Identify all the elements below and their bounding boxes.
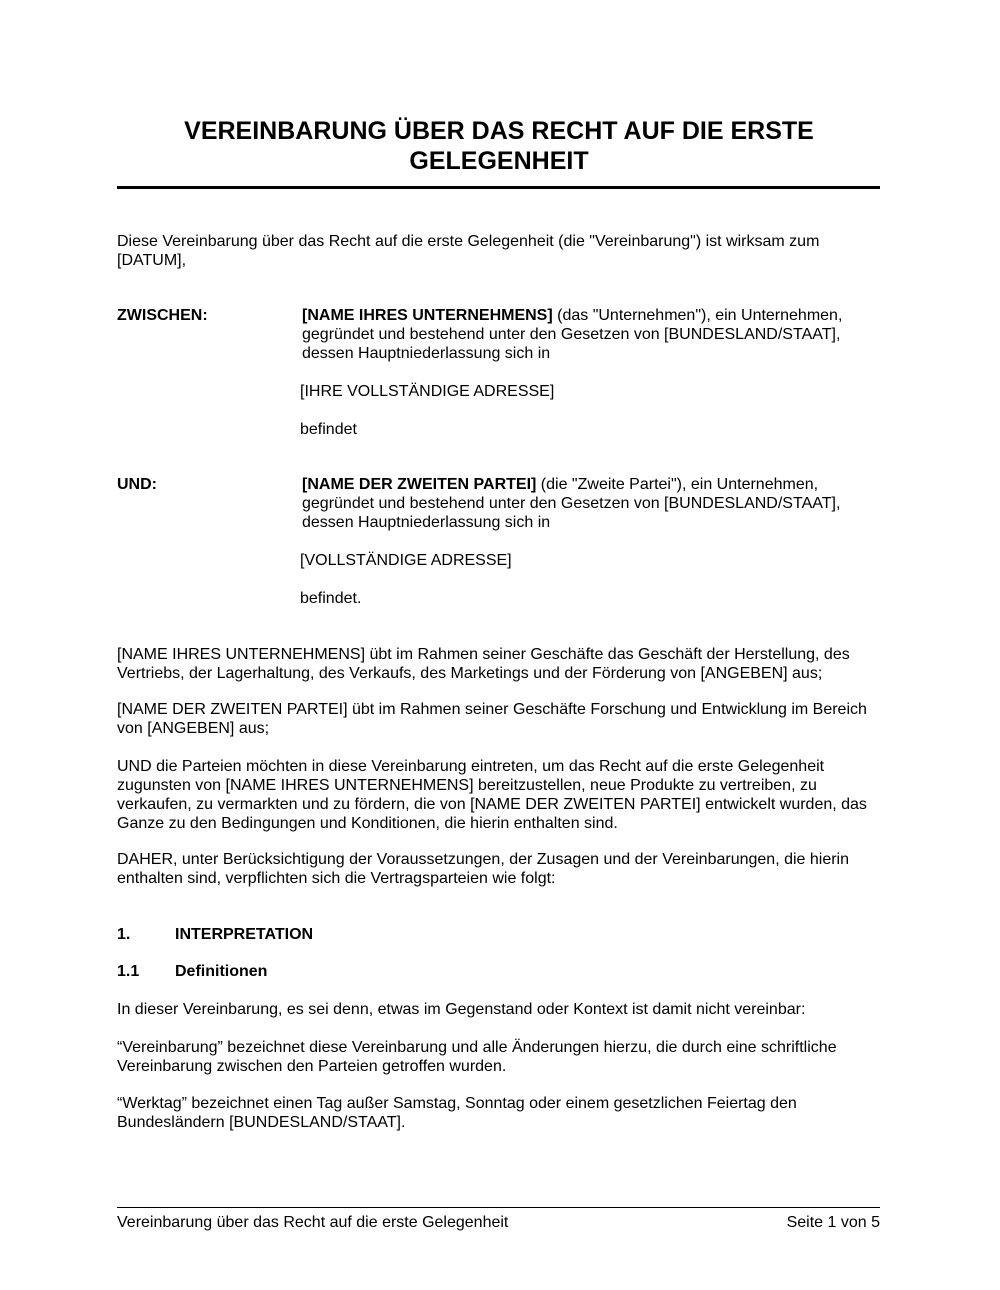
party2-name: [NAME DER ZWEITEN PARTEI] bbox=[302, 476, 537, 493]
section1-title: INTERPRETATION bbox=[175, 926, 314, 943]
party2-address: [VOLLSTÄNDIGE ADRESSE] bbox=[300, 552, 512, 569]
definition-business-day: “Werktag” bezeichnet einen Tag außer Samstag, Sonntag oder einem gesetzlichen Feiertag den Bundesländern [BUNDESLAND/STAAT]. bbox=[117, 1095, 797, 1131]
party1-desc: (das "Unternehmen"), ein Unternehmen, gegründet und bestehend unter den Gesetzen von [BUNDESLAND/STAAT], dessen Hauptniederlassung sich in bbox=[302, 307, 843, 362]
party2-label: UND: bbox=[117, 476, 157, 493]
footer-divider bbox=[117, 1207, 880, 1208]
party2-closing: befindet. bbox=[300, 590, 362, 607]
party2-description bbox=[302, 475, 882, 532]
title-line-2: GELEGENHEIT bbox=[409, 147, 589, 175]
intro-paragraph: Diese Vereinbarung über das Recht auf die erste Gelegenheit (die "Vereinbarung") ist wirksam zum [DATUM], bbox=[117, 233, 820, 269]
footer-document-title: Vereinbarung über das Recht auf die erste Gelegenheit bbox=[117, 1214, 509, 1231]
definition-agreement: “Vereinbarung” bezeichnet diese Vereinbarung und alle Änderungen hierzu, die durch eine schriftliche Vereinbarung zwischen den Parteien getroffen wurden. bbox=[117, 1039, 837, 1075]
recital-1: [NAME IHRES UNTERNEHMENS] übt im Rahmen seiner Geschäfte das Geschäft der Herstellung, des Vertriebs, der Lagerhaltung, des Verkaufs, des Marketings und der Förderung von [ANGEBEN] aus; bbox=[117, 646, 850, 682]
party1-label: ZWISCHEN: bbox=[117, 307, 208, 324]
title-line-1: VEREINBARUNG ÜBER DAS RECHT AUF DIE ERSTE bbox=[184, 117, 814, 145]
recital-2: [NAME DER ZWEITEN PARTEI] übt im Rahmen seiner Geschäfte Forschung und Entwicklung im Bereich von [ANGEBEN] aus; bbox=[117, 701, 867, 737]
recital-4: DAHER, unter Berücksichtigung der Voraussetzungen, der Zusagen und der Vereinbarungen, die hierin enthalten sind, verpflichten sich die Vertragsparteien wie folgt: bbox=[117, 851, 850, 887]
party2-desc: (die "Zweite Partei"), ein Unternehmen, gegründet und bestehend unter den Gesetzen von [BUNDESLAND/STAAT], dessen Hauptniederlassung sich in bbox=[302, 476, 841, 531]
party1-description bbox=[302, 306, 882, 363]
footer-page-number: Seite 1 von 5 bbox=[786, 1214, 880, 1231]
section1-1-number: 1.1 bbox=[117, 963, 140, 980]
party1-address: [IHRE VOLLSTÄNDIGE ADRESSE] bbox=[300, 383, 555, 400]
party1-name: [NAME IHRES UNTERNEHMENS] bbox=[302, 307, 553, 324]
definitions-intro: In dieser Vereinbarung, es sei denn, etwas im Gegenstand oder Kontext ist damit nicht vereinbar: bbox=[117, 1001, 806, 1018]
recital-3: UND die Parteien möchten in diese Vereinbarung eintreten, um das Recht auf die erste Gelegenheit zugunsten von [NAME IHRES UNTERNEHMENS] bereitzustellen, neue Produkte zu vertreiben, zu verkaufen, zu vermarkten und zu fördern, die von [NAME DER ZWEITEN PARTEI] entwickelt wurden, das Ganze zu den Bedingungen und Konditionen, die hierin enthalten sind. bbox=[117, 758, 867, 832]
document-title bbox=[118, 116, 880, 176]
party1-closing: befindet bbox=[300, 421, 357, 438]
section1-1-title: Definitionen bbox=[175, 963, 268, 980]
section1-number: 1. bbox=[117, 926, 131, 943]
title-divider bbox=[117, 186, 880, 189]
